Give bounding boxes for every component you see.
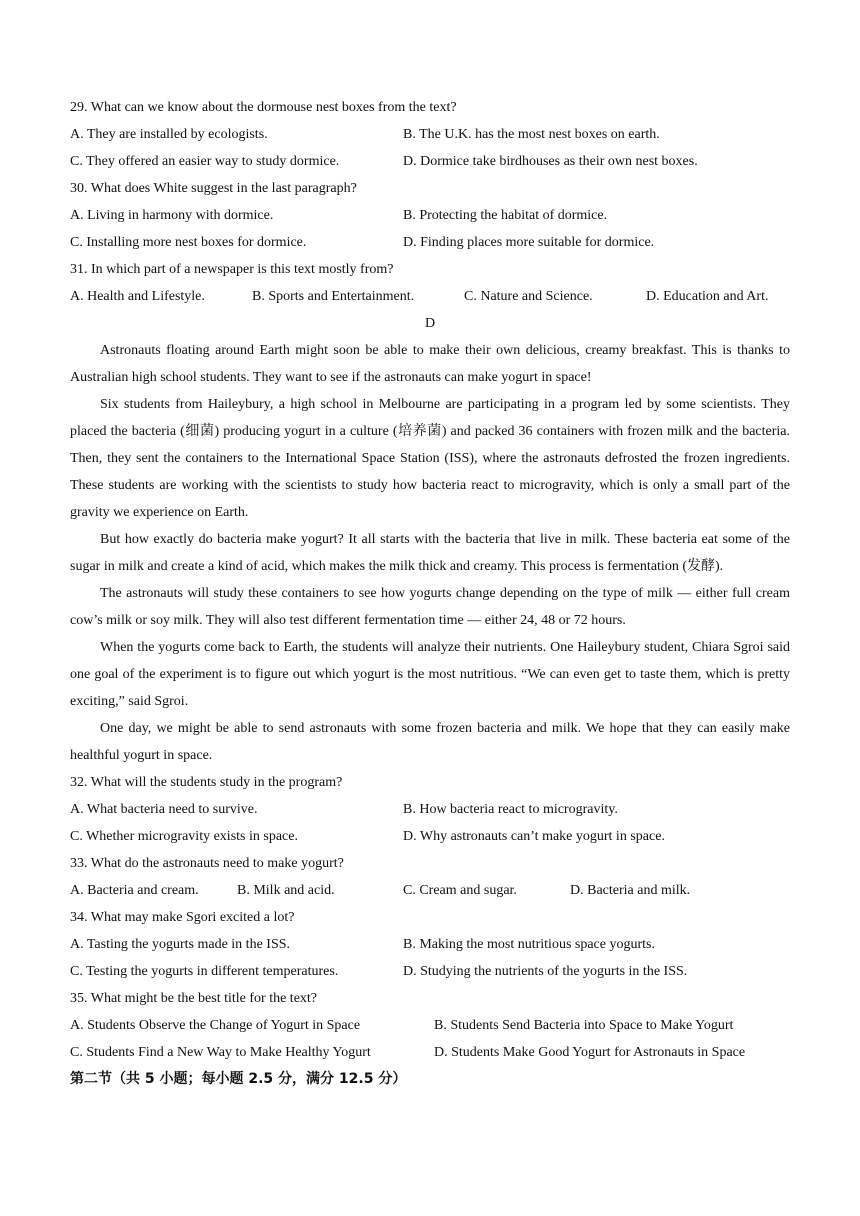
question-29: 29. What can we know about the dormouse nest boxes from the text? xyxy=(70,100,457,115)
question-30: 30. What does White suggest in the last paragraph? xyxy=(70,181,357,196)
q32-options-row-1 xyxy=(70,796,790,823)
q32-option-d: D. Why astronauts can’t make yogurt in space. xyxy=(403,829,665,844)
q30-options-row-1 xyxy=(70,202,790,229)
q29-option-b: B. The U.K. has the most nest boxes on earth. xyxy=(403,127,660,142)
q30-option-c: C. Installing more nest boxes for dormice. xyxy=(70,235,307,250)
q33-option-a: A. Bacteria and cream. xyxy=(70,883,199,898)
q32-option-c: C. Whether microgravity exists in space. xyxy=(70,829,298,844)
q31-option-a: A. Health and Lifestyle. xyxy=(70,289,205,304)
q30-option-a: A. Living in harmony with dormice. xyxy=(70,208,274,223)
q32-option-b: B. How bacteria react to microgravity. xyxy=(403,802,618,817)
passage-paragraph-4: The astronauts will study these containers to see how yogurts change depending on the type of milk — either full cream cow’s milk or soy milk. They will also test different fermentation time — either 24, 48 or 72 hours. xyxy=(70,586,790,628)
passage-paragraph-1: Astronauts floating around Earth might soon be able to make their own delicious, creamy breakfast. This is thanks to Australian high school students. They want to see if the astronauts can make yogurt in space! xyxy=(70,343,790,385)
q33-option-d: D. Bacteria and milk. xyxy=(570,883,691,898)
q32-option-a: A. What bacteria need to survive. xyxy=(70,802,258,817)
question-33: 33. What do the astronauts need to make yogurt? xyxy=(70,856,344,871)
q31-option-d: D. Education and Art. xyxy=(646,289,769,304)
question-34: 34. What may make Sgori excited a lot? xyxy=(70,910,295,925)
passage-paragraph-2: Six students from Haileybury, a high school in Melbourne are participating in a program led by some scientists. They placed the bacteria (细菌) producing yogurt in a culture (培养菌) and packed 36 containers with frozen milk and the bacteria. Then, they sent the containers to the International Space Station (ISS), where the astronauts defrosted the frozen ingredients. These students are working with the scientists to study how bacteria react to microgravity, which is only a small part of the gravity we experience on Earth. xyxy=(70,397,790,520)
passage-paragraph-3: But how exactly do bacteria make yogurt? It all starts with the bacteria that live in milk. These bacteria eat some of the sugar in milk and create a kind of acid, which makes the milk thick and creamy. This process is fermentation (发酵). xyxy=(70,532,790,574)
question-32: 32. What will the students study in the program? xyxy=(70,775,343,790)
q31-option-b: B. Sports and Entertainment. xyxy=(252,289,415,304)
section-2-heading: 第二节（共 5 小题；每小题 2.5 分，满分 12.5 分） xyxy=(70,1071,407,1087)
q29-options-row-1 xyxy=(70,121,790,148)
exam-page xyxy=(70,94,790,1093)
question-31: 31. In which part of a newspaper is this text mostly from? xyxy=(70,262,394,277)
q35-option-d: D. Students Make Good Yogurt for Astronauts in Space xyxy=(434,1045,746,1060)
q34-option-c: C. Testing the yogurts in different temperatures. xyxy=(70,964,339,979)
question-35: 35. What might be the best title for the text? xyxy=(70,991,318,1006)
passage-heading: D xyxy=(424,316,436,331)
q34-options-row-2 xyxy=(70,958,790,985)
q33-option-b: B. Milk and acid. xyxy=(237,883,335,898)
q34-option-d: D. Studying the nutrients of the yogurts in the ISS. xyxy=(403,964,688,979)
q35-option-b: B. Students Send Bacteria into Space to Make Yogurt xyxy=(434,1018,734,1033)
q30-option-d: D. Finding places more suitable for dormice. xyxy=(403,235,655,250)
q35-option-c: C. Students Find a New Way to Make Healthy Yogurt xyxy=(70,1045,371,1060)
passage-paragraph-6: One day, we might be able to send astronauts with some frozen bacteria and milk. We hope that they can easily make healthful yogurt in space. xyxy=(70,721,790,763)
q34-option-a: A. Tasting the yogurts made in the ISS. xyxy=(70,937,291,952)
passage-paragraph-5: When the yogurts come back to Earth, the students will analyze their nutrients. One Haileybury student, Chiara Sgroi said one goal of the experiment is to figure out which yogurt is the most nutritious. “We can even get to taste them, which is pretty exciting,” said Sgroi. xyxy=(70,640,790,709)
q34-options-row-1 xyxy=(70,931,790,958)
q35-option-a: A. Students Observe the Change of Yogurt in Space xyxy=(70,1018,361,1033)
q29-option-d: D. Dormice take birdhouses as their own nest boxes. xyxy=(403,154,698,169)
q33-options-row xyxy=(70,877,790,904)
q33-option-c: C. Cream and sugar. xyxy=(403,883,517,898)
q31-options-row xyxy=(70,283,790,310)
q29-options-row-2 xyxy=(70,148,790,175)
q32-options-row-2 xyxy=(70,823,790,850)
q30-options-row-2 xyxy=(70,229,790,256)
q30-option-b: B. Protecting the habitat of dormice. xyxy=(403,208,608,223)
q29-option-c: C. They offered an easier way to study dormice. xyxy=(70,154,340,169)
q35-options-row-2 xyxy=(70,1039,790,1066)
q34-option-b: B. Making the most nutritious space yogurts. xyxy=(403,937,655,952)
q31-option-c: C. Nature and Science. xyxy=(464,289,593,304)
q35-options-row-1 xyxy=(70,1012,790,1039)
q29-option-a: A. They are installed by ecologists. xyxy=(70,127,268,142)
